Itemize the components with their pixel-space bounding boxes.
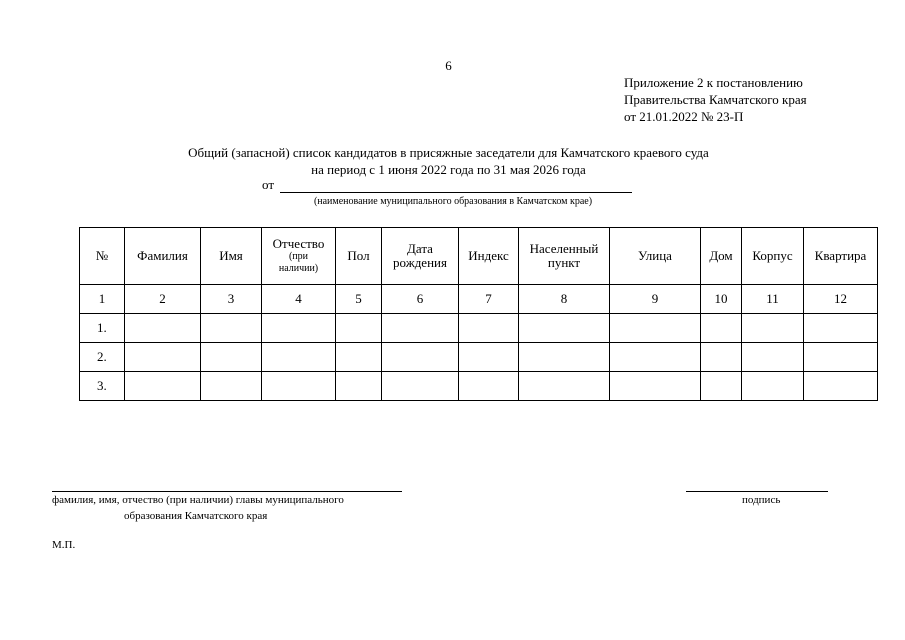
header-num: №	[80, 228, 125, 285]
table-cell	[262, 314, 336, 343]
table-cell	[701, 343, 742, 372]
table-cell	[125, 372, 201, 401]
annex-line-2: Правительства Камчатского края	[624, 92, 807, 107]
table-cell	[336, 372, 382, 401]
header-street: Улица	[610, 228, 701, 285]
table-cell	[519, 372, 610, 401]
table-cell	[742, 343, 804, 372]
header-birth-line-1: Дата	[407, 241, 433, 256]
table-cell	[701, 372, 742, 401]
table-cell	[201, 372, 262, 401]
table-cell	[125, 314, 201, 343]
table-cell	[804, 343, 878, 372]
column-number: 2	[125, 285, 201, 314]
table-cell	[701, 314, 742, 343]
official-name-line	[52, 491, 402, 492]
table-cell	[459, 372, 519, 401]
table-row	[80, 372, 878, 401]
column-number-row	[80, 285, 878, 314]
header-locality-line-1: Населенный	[529, 241, 599, 256]
column-number: 7	[459, 285, 519, 314]
table-cell	[459, 314, 519, 343]
column-number: 12	[804, 285, 878, 314]
header-locality-line-2: пункт	[547, 255, 581, 270]
table-cell	[125, 343, 201, 372]
from-label: от	[262, 177, 275, 192]
table-cell	[459, 343, 519, 372]
header-birth-date	[382, 228, 459, 285]
header-surname: Фамилия	[125, 228, 201, 285]
from-blank-line	[280, 180, 632, 193]
annex-line-1: Приложение 2 к постановлению	[624, 75, 803, 90]
table-cell	[804, 314, 878, 343]
table-cell	[610, 372, 701, 401]
table-cell	[742, 314, 804, 343]
table-cell	[382, 372, 459, 401]
signature-caption: подпись	[742, 494, 781, 506]
candidates-table	[79, 227, 878, 401]
table-row	[80, 343, 878, 372]
document-title	[0, 144, 897, 178]
table-cell	[201, 343, 262, 372]
table-cell	[610, 314, 701, 343]
stamp-place-label: М.П.	[52, 539, 76, 551]
header-index: Индекс	[459, 228, 519, 285]
header-birth-line-2: рождения	[393, 255, 447, 270]
table-header-row	[80, 228, 878, 285]
table-cell	[382, 343, 459, 372]
annex-header	[624, 74, 807, 125]
table-cell	[519, 314, 610, 343]
column-number: 3	[201, 285, 262, 314]
header-patronymic	[262, 228, 336, 285]
header-sex: Пол	[336, 228, 382, 285]
table-cell	[610, 343, 701, 372]
column-number: 9	[610, 285, 701, 314]
header-patronymic-note-2: наличии)	[278, 263, 319, 274]
title-line-2: на период с 1 июня 2022 года по 31 мая 2026 года	[311, 162, 586, 177]
table-cell	[336, 343, 382, 372]
header-building: Корпус	[742, 228, 804, 285]
header-patronymic-note-1: (при	[288, 251, 309, 262]
row-number: 3.	[80, 372, 125, 401]
header-name: Имя	[201, 228, 262, 285]
official-name-caption-1: фамилия, имя, отчество (при наличии) главы муниципального	[52, 494, 344, 506]
column-number: 5	[336, 285, 382, 314]
table-cell	[804, 372, 878, 401]
table-cell	[336, 314, 382, 343]
column-number: 8	[519, 285, 610, 314]
table-cell	[382, 314, 459, 343]
column-number: 6	[382, 285, 459, 314]
row-number: 2.	[80, 343, 125, 372]
signature-line	[686, 491, 828, 492]
from-row	[262, 177, 632, 193]
column-number: 11	[742, 285, 804, 314]
table-cell	[262, 372, 336, 401]
row-number: 1.	[80, 314, 125, 343]
column-number: 4	[262, 285, 336, 314]
table-row	[80, 314, 878, 343]
header-house: Дом	[701, 228, 742, 285]
header-apartment: Квартира	[804, 228, 878, 285]
table-cell	[519, 343, 610, 372]
annex-line-3: от 21.01.2022 № 23-П	[624, 109, 744, 124]
table-cell	[742, 372, 804, 401]
from-caption: (наименование муниципального образования в Камчатском крае)	[313, 196, 593, 207]
page-number: 6	[445, 58, 452, 73]
table-cell	[201, 314, 262, 343]
header-patronymic-label: Отчество	[272, 236, 325, 251]
official-name-caption-2: образования Камчатского края	[124, 510, 268, 522]
table-cell	[262, 343, 336, 372]
title-line-1: Общий (запасной) список кандидатов в присяжные заседатели для Камчатского краевого суда	[188, 145, 709, 160]
header-locality	[519, 228, 610, 285]
column-number: 1	[80, 285, 125, 314]
column-number: 10	[701, 285, 742, 314]
